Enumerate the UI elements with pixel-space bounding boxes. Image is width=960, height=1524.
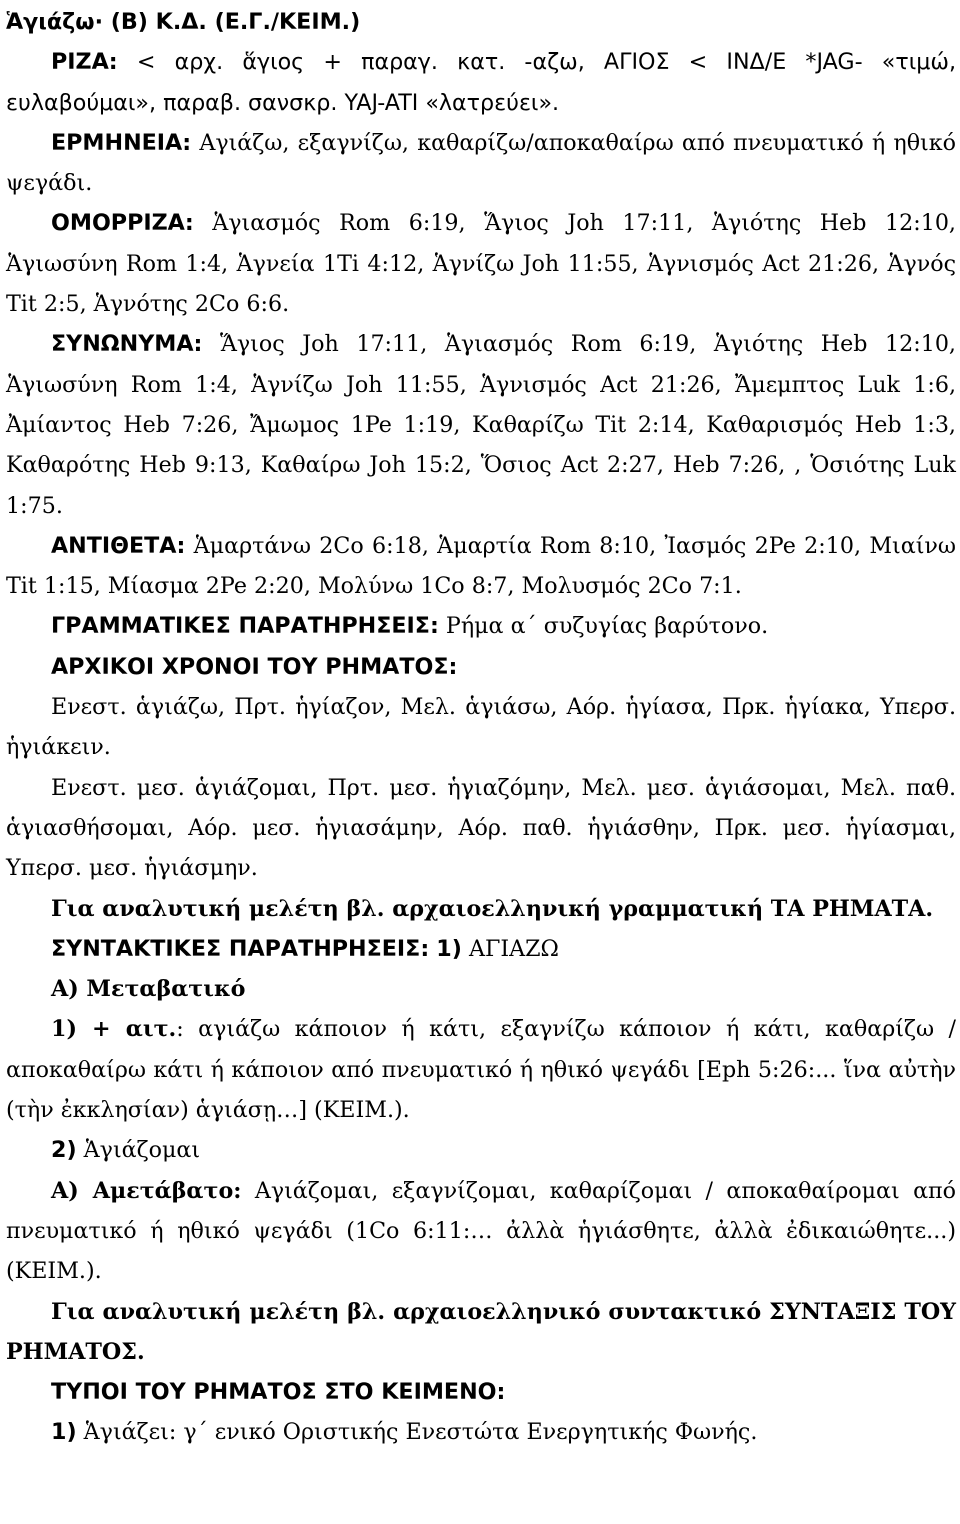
use2-word: Ἁγιάζομαι [83, 1137, 201, 1164]
syntax-reference: Για αναλυτική μελέτη βλ. αρχαιοελληνικό συντακτικό ΣΥΝΤΑΞΙΣ ΤΟΥ ΡΗΜΑΤΟΣ. [6, 1298, 956, 1365]
dictionary-entry [6, 2, 956, 1453]
grammar-section [6, 606, 956, 646]
forms-label: ΤΥΠΟΙ ΤΟΥ ΡΗΜΑΤΟΣ ΣΤΟ ΚΕΙΜΕΝΟ: [51, 1379, 506, 1406]
meaning-label: ΕΡΜΗΝΕΙΑ: [51, 129, 192, 156]
synonyms-text: Ἅγιος Joh 17:11, Ἁγιασμός Rom 6:19, Ἁγιότης Heb 12:10, Ἁγιωσύνη Rom 1:4, Ἁγνίζω Joh 11:55, Ἁγνισμός Act 21:26, Ἄμεμπτος Luk 1:6, Ἀμίαντος Heb 7:26, Ἄμωμος 1Pe 1:19, Καθαρίζω Tit 2:14, Καθαρισμός Heb 1:3, Καθαρότης Heb 9:13, Καθαίρω Joh 15:2, Ὅσιος Act 2:27, Heb 7:26, , Ὁσιότης Luk 1:75. [6, 331, 956, 519]
cognates-text: Ἁγιασμός Rom 6:19, Ἅγιος Joh 17:11, Ἁγιότης Heb 12:10, Ἁγιωσύνη Rom 1:4, Ἁγνεία 1Ti 4:12, Ἁγνίζω Joh 11:55, Ἁγνισμός Act 21:26, Ἁγνός Tit 2:5, Ἁγνότης 2Co 6:6. [6, 210, 956, 318]
synonyms-label: ΣΥΝΩΝΥΜΑ: [51, 331, 203, 358]
use1-text: : αγιάζω κάποιον ή κάτι, εξαγνίζω κάποιον ή κάτι, καθαρίζω / αποκαθαίρω κάτι ή κάποιον από πνευματικό ή ηθικό ψεγάδι [Eph 5:26:... ἵνα αὐτὴν (τὴν ἐκκλησίαν) ἁγιάσῃ…] (ΚΕΙΜ.). [6, 1016, 956, 1124]
grammar-label: ΓΡΑΜΜΑΤΙΚΕΣ ΠΑΡΑΤΗΡΗΣΕΙΣ: [51, 613, 439, 640]
cognates-section [6, 203, 956, 324]
intransitive-label: Α) Αμετάβατο: [51, 1177, 242, 1204]
tenses-label: ΑΡΧΙΚΟΙ ΧΡΟΝΟΙ ΤΟΥ ΡΗΜΑΤΟΣ: [51, 653, 458, 680]
form1-word: Ἁγιάζει: [83, 1419, 177, 1446]
form1-section [6, 1412, 956, 1452]
meaning-text: Αγιάζω, εξαγνίζω, καθαρίζω/αποκαθαίρω από πνευματικό ή ηθικό ψεγάδι. [6, 129, 956, 197]
syntax-word: ΑΓΙΑΖΩ [468, 935, 559, 962]
root-section [6, 42, 956, 123]
form1-number: 1) [51, 1419, 77, 1446]
form1-text: γ΄ ενικό Οριστικής Ενεστώτα Ενεργητικής Φωνής. [183, 1419, 758, 1446]
tenses-active: Ενεστ. ἁγιάζω, Πρτ. ἡγίαζον, Μελ. ἁγιάσω, Αόρ. ἡγίασα, Πρκ. ἡγίακα, Υπερσ. ἡγιάκειν. [6, 694, 956, 761]
use2-number: 2) [51, 1137, 77, 1164]
transitive-label: Α) Μεταβατικό [51, 976, 246, 1003]
synonyms-section [6, 324, 956, 525]
antonyms-text: Ἁμαρτάνω 2Co 6:18, Ἁμαρτία Rom 8:10, Ἰασμός 2Pe 2:10, Μιαίνω Tit 1:15, Μίασμα 2Pe 2:20, Μολύνω 1Co 8:7, Μολυσμός 2Co 7:1. [6, 532, 956, 600]
root-text: < αρχ. ἅγιος + παραγ. κατ. -αζω, ΑΓΙΟΣ < ΙΝΔ/Ε *JAG- «τιμώ, ευλαβούμαι», παραβ. σανσκρ. YAJ-ATI «λατρεύει». [6, 49, 956, 116]
antonyms-label: ΑΝΤΙΘΕΤΑ: [51, 532, 186, 559]
grammar-text: Ρήμα α΄ συζυγίας βαρύτονο. [445, 613, 769, 640]
use1-label: 1) + αιτ. [51, 1016, 177, 1043]
meaning-section [6, 123, 956, 204]
headword: Ἁγιάζω· (Β) Κ.Δ. (Ε.Γ./ΚΕΙΜ.) [6, 9, 361, 35]
syntax-label: ΣΥΝΤΑΚΤΙΚΕΣ ΠΑΡΑΤΗΡΗΣΕΙΣ: [51, 935, 430, 962]
use2-section [6, 1130, 956, 1170]
intransitive-text: Αγιάζομαι, εξαγνίζομαι, καθαρίζομαι / αποκαθαίρομαι από πνευματικό ή ηθικό ψεγάδι (1Co 6:11:… ἀλλὰ ἡγιάσθητε, ἀλλὰ ἐδικαιώθητε...) (ΚΕΙΜ.). [6, 1177, 956, 1285]
syntax-number: 1) [436, 935, 462, 962]
grammar-reference: Για αναλυτική μελέτη βλ. αρχαιοελληνική γραμματική ΤΑ ΡΗΜΑΤΑ. [51, 895, 934, 922]
root-label: ΡΙΖΑ: [51, 49, 118, 76]
syntax-section [6, 929, 956, 969]
tenses-middle: Ενεστ. μεσ. ἁγιάζομαι, Πρτ. μεσ. ἡγιαζόμην, Μελ. μεσ. ἁγιάσομαι, Μελ. παθ. ἁγιασθήσομαι, Αόρ. μεσ. ἡγιασάμην, Αόρ. παθ. ἡγιάσθην, Πρκ. μεσ. ἡγίασμαι, Υπερσ. μεσ. ἡγιάσμην. [6, 774, 956, 882]
intransitive-section [6, 1171, 956, 1292]
antonyms-section [6, 526, 956, 607]
use1-section [6, 1009, 956, 1130]
cognates-label: ΟΜΟΡΡΙΖΑ: [51, 210, 194, 237]
